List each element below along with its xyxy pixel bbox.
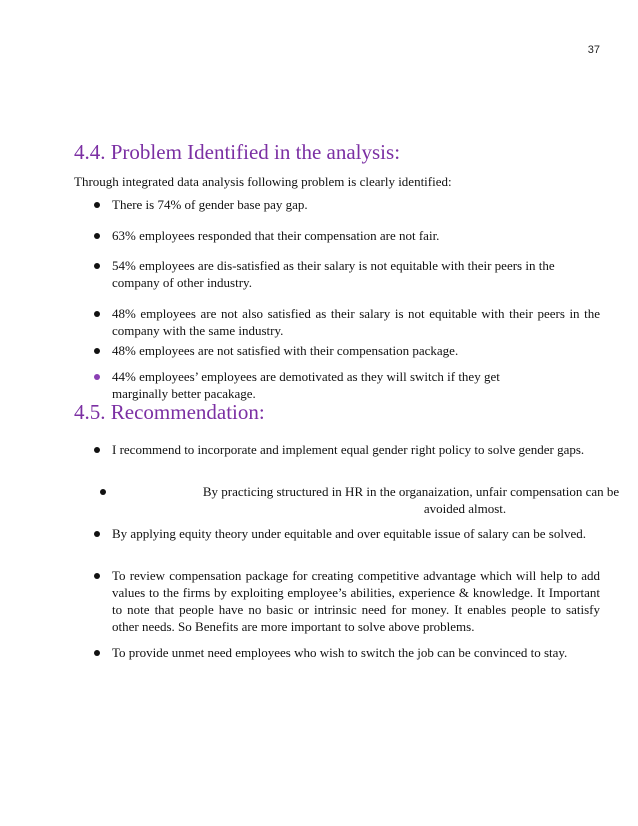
section-heading-recommendation: 4.5. Recommendation: <box>74 400 265 424</box>
bullet-icon <box>94 447 100 453</box>
list-item-text: 48% employees are not also satisfied as their salary is not equitable with their peers in the company with the same industry. <box>112 306 600 338</box>
bullet-icon <box>94 650 100 656</box>
bullet-icon <box>94 531 100 537</box>
bullet-icon <box>94 374 100 380</box>
bullet-icon <box>94 348 100 354</box>
list-item-text: By practicing structured in HR in the organaization, unfair compensation can be avoided almost. <box>202 484 620 516</box>
section-heading-problem: 4.4. Problem Identified in the analysis: <box>74 140 401 164</box>
list-item-text: I recommend to incorporate and implement equal gender right policy to solve gender gaps. <box>112 442 585 457</box>
bullet-icon <box>100 489 106 495</box>
list-item-text: There is 74% of gender base pay gap. <box>112 197 308 212</box>
section-intro: Through integrated data analysis following problem is clearly identified: <box>74 174 452 189</box>
list-item-text: 44% employees’ employees are demotivated as they will switch if they get marginally better pacakage. <box>112 369 500 401</box>
list-item-text: 48% employees are not satisfied with their compensation package. <box>112 343 459 358</box>
list-item-text: 63% employees responded that their compensation are not fair. <box>112 228 440 243</box>
bullet-icon <box>94 311 100 317</box>
list-item-text: To provide unmet need employees who wish to switch the job can be convinced to stay. <box>112 645 568 660</box>
bullet-icon <box>94 573 100 579</box>
bullet-icon <box>94 263 100 269</box>
list-item-text: 54% employees are dis-satisfied as their salary is not equitable with their peers in the company of other industry. <box>112 258 555 290</box>
bullet-icon <box>94 233 100 239</box>
bullet-icon <box>94 202 100 208</box>
page-number: 37 <box>587 44 600 56</box>
list-item-text: By applying equity theory under equitable and over equitable issue of salary can be solved. <box>112 526 586 541</box>
list-item-text: To review compensation package for creating competitive advantage which will help to add values to the firms by exploiting employee’s abilities, experience & knowledge. It Important to note that people have no basic or intrinsic need for money. It enables people to satisfy other needs. So Benefits are more important to solve above problems. <box>112 568 600 634</box>
